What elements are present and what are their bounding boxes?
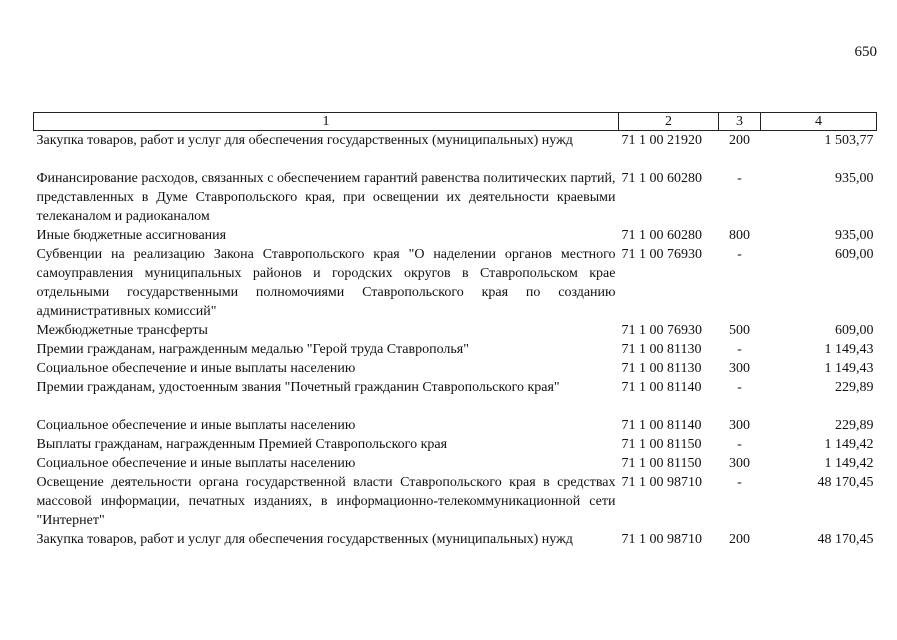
row-name: Закупка товаров, работ и услуг для обеспечения государственных (муниципальных) нужд (36, 133, 573, 148)
row-kvr: 300 (729, 361, 750, 376)
row-code: 71 1 00 81150 (621, 456, 702, 471)
table-row (34, 131, 877, 170)
row-kvr: 300 (729, 456, 750, 471)
row-kvr: - (737, 171, 742, 186)
row-name: Закупка товаров, работ и услуг для обеспечения государственных (муниципальных) нужд (36, 532, 573, 547)
row-sum: 1 149,42 (824, 437, 874, 452)
row-code: 71 1 00 81140 (621, 380, 702, 395)
row-code: 71 1 00 81130 (621, 342, 702, 357)
row-code: 71 1 00 81130 (621, 361, 702, 376)
row-kvr: 200 (729, 532, 750, 547)
row-sum: 609,00 (835, 323, 874, 338)
row-kvr: 200 (729, 133, 750, 148)
row-code: 71 1 00 81150 (621, 437, 702, 452)
row-kvr: 300 (729, 418, 750, 433)
row-sum: 1 149,43 (824, 342, 874, 357)
table-row (34, 416, 877, 435)
row-sum: 229,89 (835, 380, 874, 395)
table-row (34, 435, 877, 454)
row-kvr: - (737, 380, 742, 395)
row-sum: 609,00 (835, 247, 874, 262)
table-row (34, 226, 877, 245)
page-number: 650 (854, 44, 877, 60)
row-kvr: 800 (729, 228, 750, 243)
row-name: Межбюджетные трансферты (36, 323, 208, 338)
row-name: Премии гражданам, награжденным медалью "Герой труда Ставрополья" (36, 342, 469, 357)
row-sum: 935,00 (835, 171, 874, 186)
table-row (34, 473, 877, 530)
row-code: 71 1 00 60280 (621, 171, 702, 186)
row-code: 71 1 00 60280 (621, 228, 702, 243)
table-row (34, 454, 877, 473)
row-sum: 229,89 (835, 418, 874, 433)
row-code: 71 1 00 81140 (621, 418, 702, 433)
table-row (34, 340, 877, 359)
row-sum: 48 170,45 (817, 475, 874, 490)
column-header-1: 1 (34, 113, 619, 131)
budget-table (33, 112, 877, 549)
row-sum: 1 149,43 (824, 361, 874, 376)
row-code: 71 1 00 21920 (621, 133, 702, 148)
table-row (34, 321, 877, 340)
row-sum: 1 503,77 (824, 133, 874, 148)
table-row (34, 169, 877, 226)
row-name: Выплаты гражданам, награжденным Премией Ставропольского края (36, 437, 448, 452)
row-sum: 48 170,45 (817, 532, 874, 547)
row-kvr: - (737, 437, 742, 452)
row-sum: 935,00 (835, 228, 874, 243)
column-header-3: 3 (719, 113, 761, 131)
row-code: 71 1 00 76930 (621, 323, 702, 338)
header-row (34, 113, 877, 131)
row-name: Социальное обеспечение и иные выплаты населению (36, 361, 356, 376)
row-name: Социальное обеспечение и иные выплаты населению (36, 456, 356, 471)
table-row (34, 359, 877, 378)
row-name: Субвенции на реализацию Закона Ставропольского края "О наделении органов местного самоуправления муниципальных районов и городских округов в Ставропольском крае отдельными государственными полномочиями Ставропольского края по созданию административных комиссий" (36, 247, 616, 319)
row-kvr: - (737, 475, 742, 490)
column-header-4: 4 (761, 113, 877, 131)
row-name: Социальное обеспечение и иные выплаты населению (36, 418, 356, 433)
row-kvr: - (737, 247, 742, 262)
row-name: Иные бюджетные ассигнования (36, 228, 227, 243)
table-row (34, 245, 877, 321)
table-row (34, 378, 877, 416)
row-kvr: 500 (729, 323, 750, 338)
row-code: 71 1 00 98710 (621, 532, 702, 547)
row-name: Финансирование расходов, связанных с обеспечением гарантий равенства политических партий, представленных в Думе Ставропольского края, при освещении их деятельности краевыми телеканалом и радиоканалом (36, 171, 616, 224)
row-code: 71 1 00 98710 (621, 475, 702, 490)
row-code: 71 1 00 76930 (621, 247, 702, 262)
row-name: Освещение деятельности органа государственной власти Ставропольского края в средствах массовой информации, печатных изданиях, в информационно-телекоммуникационной сети "Интернет" (36, 475, 616, 528)
row-sum: 1 149,42 (824, 456, 874, 471)
table-row (34, 530, 877, 549)
row-name: Премии гражданам, удостоенным звания "Почетный гражданин Ставропольского края" (36, 380, 560, 395)
column-header-2: 2 (619, 113, 719, 131)
row-kvr: - (737, 342, 742, 357)
